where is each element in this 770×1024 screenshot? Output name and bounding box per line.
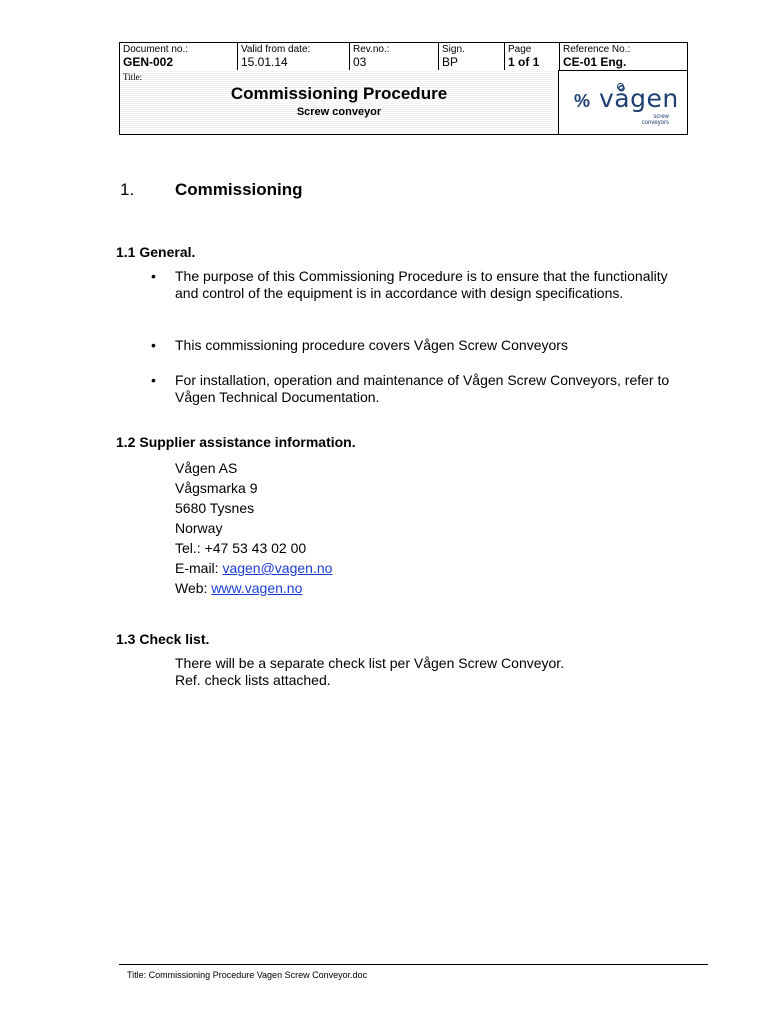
- document-no-value: GEN-002: [123, 55, 174, 69]
- logo-tagline-line2: conveyors: [641, 120, 669, 126]
- checklist-heading: 1.3 Check list.: [116, 631, 210, 647]
- supplier-email-line: [175, 558, 332, 578]
- checklist-line-2: Ref. check lists attached.: [175, 672, 331, 688]
- page-cell: [505, 43, 560, 70]
- web-label: Web:: [175, 580, 212, 596]
- rev-no-value: 03: [353, 55, 367, 69]
- logo-wordmark: vågen: [599, 84, 679, 113]
- sign-value: BP: [442, 55, 459, 69]
- title-area: [120, 70, 559, 134]
- vagen-logo: [559, 70, 687, 134]
- document-subtitle: Screw conveyor: [296, 106, 382, 118]
- general-heading: 1.1 General.: [116, 244, 196, 260]
- section-title: Commissioning: [175, 180, 303, 199]
- bullet-icon: •: [151, 268, 156, 284]
- supplier-address: [175, 458, 332, 598]
- general-bullet-2: This commissioning procedure covers Vågen Screw Conveyors: [175, 337, 568, 353]
- bullet-icon: •: [151, 337, 156, 353]
- reference-no-cell: [560, 43, 687, 70]
- sign-label: Sign.: [442, 44, 465, 55]
- header-meta-row: [120, 43, 687, 71]
- section-number: 1.: [120, 180, 135, 199]
- general-bullet-1: The purpose of this Commissioning Procedure is to ensure that the functionality and control of the equipment is in accordance with design specifications.: [175, 268, 668, 301]
- valid-from-label: Valid from date:: [241, 44, 311, 55]
- supplier-country: Norway: [175, 520, 223, 536]
- supplier-phone: Tel.: +47 53 43 02 00: [175, 540, 307, 556]
- checklist-text: [175, 655, 564, 689]
- supplier-postcode: 5680 Tysnes: [175, 500, 255, 516]
- logo-mark-icon: %: [574, 91, 591, 111]
- valid-from-value: 15.01.14: [241, 55, 288, 69]
- general-bullet-3: For installation, operation and maintenance of Vågen Screw Conveyors, refer to Vågen Technical Documentation.: [175, 372, 670, 405]
- email-label: E-mail:: [175, 560, 223, 576]
- bullet-icon: •: [151, 372, 156, 388]
- document-no-label: Document no.:: [123, 44, 189, 55]
- checklist-line-1: There will be a separate check list per Vågen Screw Conveyor.: [175, 655, 565, 671]
- page-value: 1 of 1: [508, 55, 540, 69]
- document-header-table: [119, 42, 688, 135]
- supplier-heading: 1.2 Supplier assistance information.: [116, 434, 356, 450]
- footer-divider: [119, 964, 708, 965]
- reference-no-value: CE-01 Eng.: [563, 55, 627, 69]
- reference-no-label: Reference No.:: [563, 44, 631, 55]
- supplier-web-line: [175, 578, 332, 598]
- supplier-street: Vågsmarka 9: [175, 480, 258, 496]
- supplier-company: Vågen AS: [175, 460, 238, 476]
- valid-from-cell: [238, 43, 350, 70]
- footer-title: Title: Commissioning Procedure Vagen Screw Conveyor.doc: [127, 970, 368, 980]
- logo-tagline-line1: screw: [653, 114, 669, 120]
- web-link[interactable]: www.vagen.no: [211, 580, 303, 596]
- logo-tagline: [641, 114, 669, 126]
- rev-no-cell: [350, 43, 439, 70]
- rev-no-label: Rev.no.:: [353, 44, 390, 55]
- sign-cell: [439, 43, 505, 70]
- email-link[interactable]: vagen@vagen.no: [222, 560, 333, 576]
- page-label: Page: [508, 44, 532, 55]
- title-label: Title:: [123, 72, 143, 82]
- document-title: Commissioning Procedure: [230, 84, 448, 103]
- document-no-cell: [120, 43, 238, 70]
